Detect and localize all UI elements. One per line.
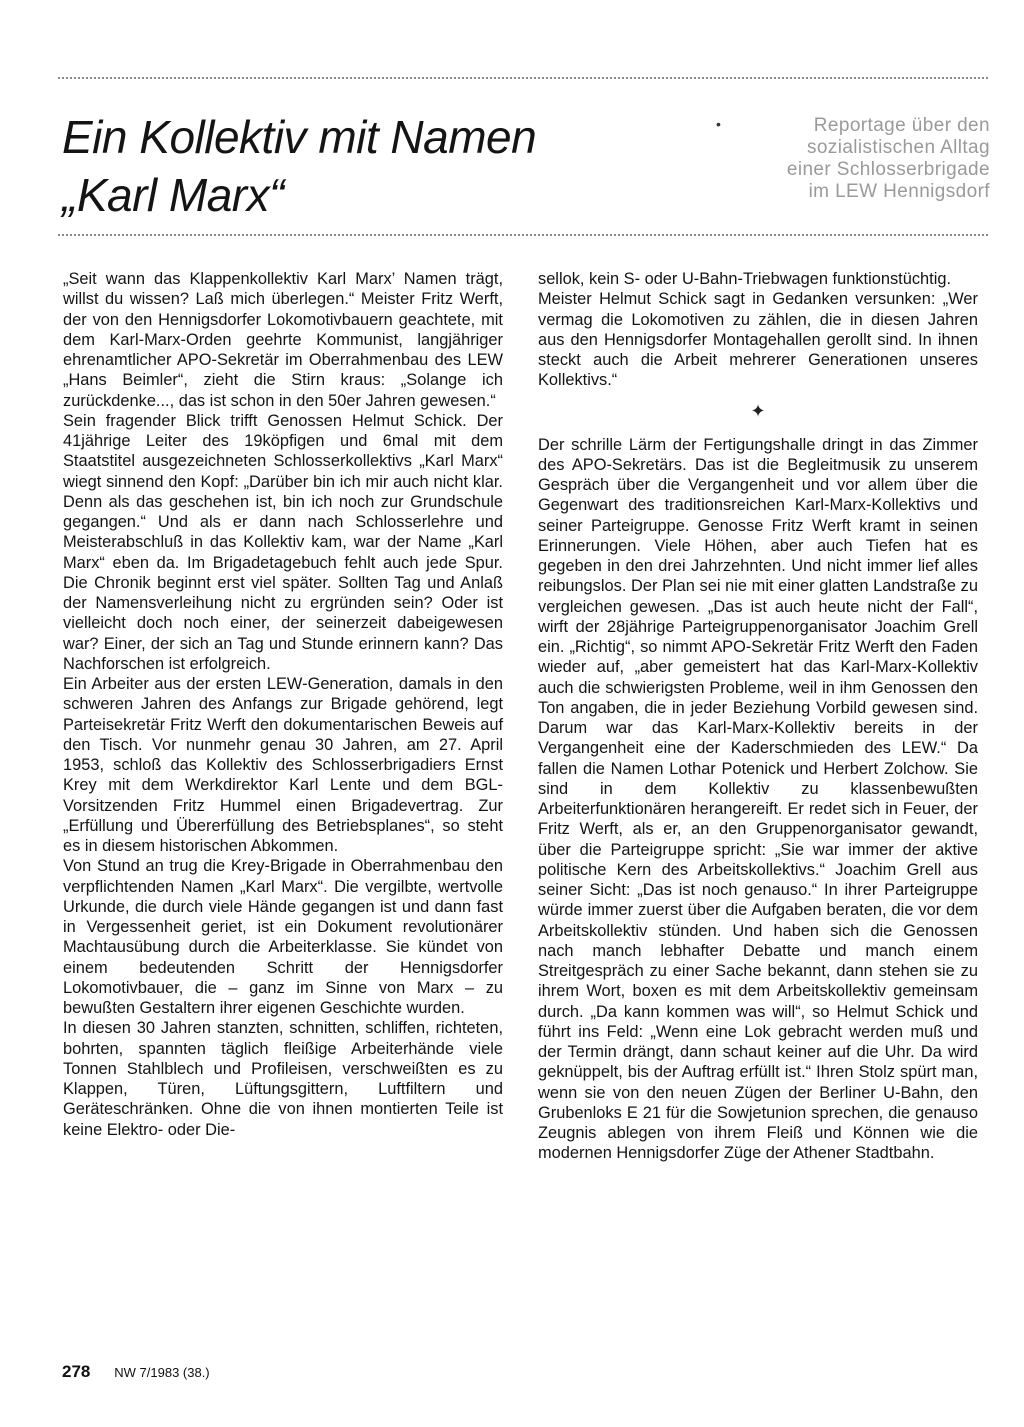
- article-subtitle: [690, 115, 990, 203]
- paragraph: Der schrille Lärm der Fertigungshalle dringt in das Zimmer des APO-Sekretärs. Das ist die Begleitmusik zu unserem Gespräch über die Vergangenheit und vor allem über die Gegenwart des traditionsreichen Karl-Marx-Kollektivs und seiner Parteigruppe. Genosse Fritz Werft kramt in seinen Erinnerungen. Viele Höhen, aber auch Tiefen hat es gegeben in den drei Jahrzehnten. Und nicht immer lief alles reibungslos. Der Plan sei nie mit einer glatten Landstraße zu vergleichen gewesen. „Das ist auch heute nicht der Fall“, wirft der 28jährige Parteigruppenorganisator Joachim Grell ein. „Richtig“, so nimmt APO-Sekretär Fritz Werft den Faden wieder auf, „aber gemeistert hat das Karl-Marx-Kollektiv auch die schwierigsten Probleme, weil in ihm Genossen den Ton angaben, die in jeder Beziehung Vorbild gewesen sind. Darum war das Karl-Marx-Kollektiv bereits in der Vergangenheit eine der Kaderschmieden des LEW.“ Da fallen die Namen Lothar Potenick und Herbert Zolchow. Sie sind in dem Kollektiv zu klassenbewußten Arbeiterfunktionären herangereift. Er redet sich in Feuer, der Fritz Werft, als er, an den Gruppenorganisator gewandt, über die Parteigruppe spricht: „Sie war immer der aktive politische Kern des Arbeitskollektivs.“ Joachim Grell aus seiner Sicht: „Das ist noch genauso.“ In ihrer Parteigruppe würde immer zuerst über die Aufgaben beraten, die vor dem Arbeitskollektiv stünden. Und haben sich die Genossen nach manch lebhafter Debatte und manch einem Streitgespräch zu einer Sache bekannt, dann stehen sie zu ihrem Wort, boxen es mit dem Arbeitskollektiv gemeinsam durch. „Da kann kommen was will“, so Helmut Schick und führt ins Feld: „Wenn eine Lok gebracht werden muß und der Termin drängt, dann schaut keiner auf die Uhr. Da wird geknüppelt, bis der Auftrag erfüllt ist.“ Ihren Stolz spürt man, wenn sie von den neuen Zügen der Berliner U-Bahn, den Grubenloks E 21 für die Sowjetunion sprechen, die genauso Zeugnis ablegen von ihrem Fleiß und Können wie die modernen Hennigsdorfer Züge der Athener Stadtbahn.: [538, 435, 978, 1163]
- paragraph: In diesen 30 Jahren stanzten, schnitten, schliffen, richteten, bohrten, spannten täglich fleißige Arbeiterhände viele Tonnen Stahlblech und Profileisen, verschweißten es zu Klappen, Türen, Lüftungsgittern, Luftfiltern und Geräteschränken. Ohne die von ihnen montierten Teile ist keine Elektro- oder Die-: [63, 1019, 503, 1139]
- paragraph: „Seit wann das Klappenkollektiv Karl Marx’ Namen trägt, willst du wissen? Laß mich überlegen.“ Meister Fritz Werft, der von den Hennigsdorfer Lokomotivbauern geachtete, mit dem Karl-Marx-Orden geehrte Kommunist, langjähriger ehrenamtlicher APO-Sekretär im Oberrahmenbau des LEW „Hans Beimler“, zieht die Stirn kraus: „Solange ich zurückdenke..., das ist schon in den 50er Jahren gewesen.“: [63, 270, 503, 410]
- article-headline: Ein Kollektiv mit Namen „Karl Marx“: [62, 111, 537, 221]
- issue-reference: NW 7/1983 (38.): [114, 1365, 210, 1380]
- page-footer: [62, 1362, 210, 1382]
- paragraph: Meister Helmut Schick sagt in Gedanken versunken: „Wer vermag die Lokomotiven zu zählen, die in diesen Jahren aus den Hennigsdorfer Montagehallen gerollt sind. In ihnen steckt auch die Arbeit mehrerer Generationen unseres Kollektivs.“: [538, 290, 978, 390]
- header-bottom-rule: [58, 234, 988, 236]
- paragraph: Von Stund an trug die Krey-Brigade in Oberrahmenbau den verpflichtenden Namen „Karl Marx“. Die vergilbte, wertvolle Urkunde, die durch viele Hände gegangen ist und dann fast in Vergessenheit geriet, ist ein Dokument revolutionärer Machtausübung durch die Arbeiterklasse. Sie kündet von einem bedeutenden Schritt der Hennigsdorfer Lokomotivbauer, die – ganz im Sinne von Marx – zu bewußten Gestaltern ihrer eigenen Geschichte wurden.: [63, 857, 503, 1017]
- right-text-column: [538, 269, 978, 1164]
- subtitle-line: im LEW Hennigsdorf: [808, 181, 990, 202]
- paragraph: Ein Arbeiter aus der ersten LEW-Generation, damals in den schweren Jahren des Anfangs zur Brigade gehörend, legt Parteisekretär Fritz Werft den dokumentarischen Beweis auf den Tisch. Vor nunmehr genau 30 Jahren, am 27. April 1953, schloß das Kollektiv des Schlosserbrigadiers Ernst Krey mit dem Werkdirektor Karl Lente und dem BGL-Vorsitzenden Fritz Hummel einen Brigadevertrag. Zur „Erfüllung und Übererfüllung des Betriebsplanes“, so steht es in diesem historischen Abkommen.: [63, 675, 503, 855]
- left-text-column: [63, 269, 503, 1140]
- subtitle-line: sozialistischen Alltag: [806, 137, 990, 158]
- page-number: 278: [62, 1362, 91, 1381]
- section-separator-star-icon: ✦: [750, 400, 766, 421]
- paragraph: Sein fragender Blick trifft Genossen Helmut Schick. Der 41jährige Leiter des 19köpfigen und 6mal mit dem Staatstitel ausgezeichneten Schlosserkollektivs „Karl Marx“ wiegt sinnend den Kopf: „Darüber bin ich mir auch nicht klar. Denn als das geschehen ist, bin ich noch zur Grundschule gegangen.“ Und als er dann nach Schlosserlehre und Meisterabschluß in das Kollektiv kam, war der Name „Karl Marx“ eben da. Im Brigadetagebuch fehlt auch jede Spur. Die Chronik beginnt erst viel später. Sollten Tag und Anlaß der Namensverleihung nicht zu ergründen sein? Oder ist vielleicht doch noch einer, der seinerzeit dabeigewesen war? Einer, der sich an Tag und Stunde erinnern kann? Das Nachforschen ist erfolgreich.: [63, 411, 503, 673]
- paragraph: sellok, kein S- oder U-Bahn-Triebwagen funktionstüchtig.: [538, 270, 952, 288]
- subtitle-bullet: •: [716, 116, 721, 132]
- top-divider-rule: [58, 77, 988, 79]
- subtitle-line: einer Schlosserbrigade: [786, 159, 990, 180]
- subtitle-line: Reportage über den: [813, 115, 990, 136]
